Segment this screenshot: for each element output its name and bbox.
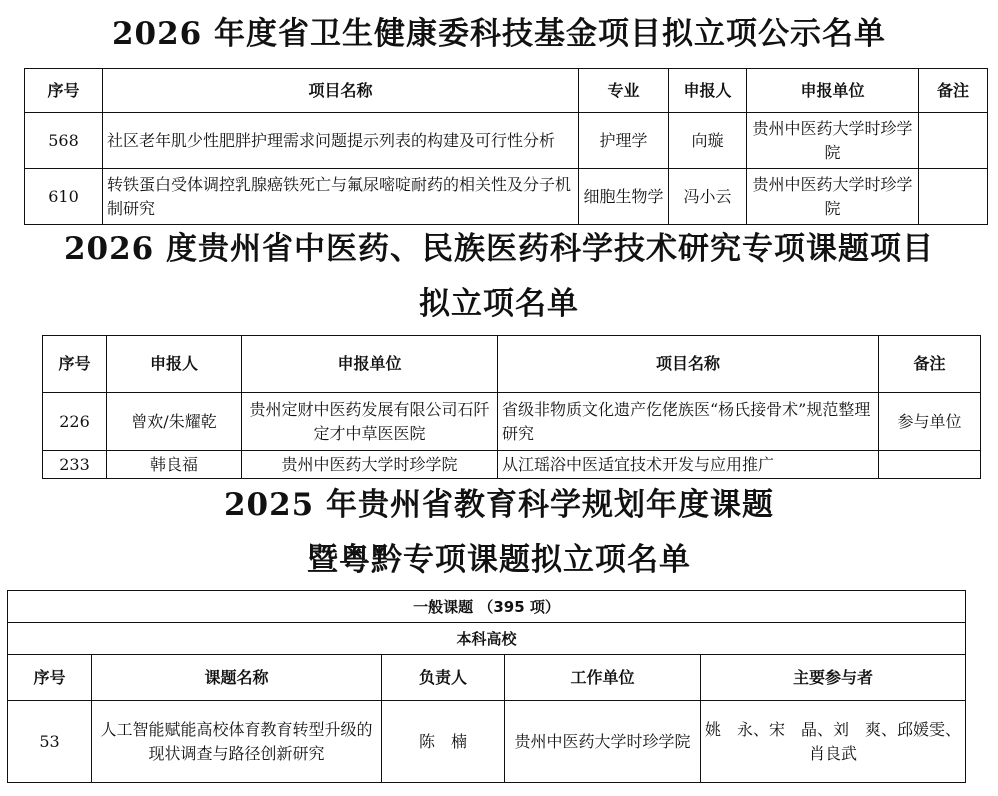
header-cell: 申报单位	[747, 69, 919, 113]
header-cell: 申报单位	[242, 336, 498, 393]
header-cell: 申报人	[107, 336, 242, 393]
row-number: 610	[25, 169, 103, 225]
header-cell: 申报人	[669, 69, 747, 113]
table-row	[25, 113, 988, 169]
header-cell: 专业	[579, 69, 669, 113]
header-cell: 序号	[8, 655, 92, 701]
major: 细胞生物学	[579, 169, 669, 225]
applicant-unit: 贵州中医药大学时珍学院	[242, 451, 498, 479]
topic-name: 人工智能赋能高校体育教育转型升级的现状调查与路径创新研究	[92, 701, 382, 783]
header-cell: 备注	[879, 336, 981, 393]
subcategory-label: 本科高校	[8, 623, 966, 655]
section3-title-line2: 暨粤黔专项课题拟立项名单	[307, 542, 691, 578]
section3-table	[7, 590, 966, 783]
section2-table	[42, 335, 981, 479]
section1-table	[24, 68, 988, 225]
header-cell: 负责人	[382, 655, 505, 701]
applicant-unit: 贵州中医药大学时珍学院	[747, 113, 919, 169]
project-name: 社区老年肌少性肥胖护理需求问题提示列表的构建及可行性分析	[103, 113, 579, 169]
applicant: 曾欢/朱耀乾	[107, 393, 242, 451]
header-cell: 工作单位	[505, 655, 701, 701]
applicant: 冯小云	[669, 169, 747, 225]
header-cell: 课题名称	[92, 655, 382, 701]
table-row	[43, 451, 981, 479]
work-unit: 贵州中医药大学时珍学院	[505, 701, 701, 783]
header-cell: 主要参与者	[701, 655, 966, 701]
table-row	[8, 701, 966, 783]
note	[919, 113, 988, 169]
table-header-row	[8, 655, 966, 701]
table-header-row	[43, 336, 981, 393]
leader: 陈 楠	[382, 701, 505, 783]
header-cell: 备注	[919, 69, 988, 113]
note: 参与单位	[879, 393, 981, 451]
project-name: 省级非物质文化遗产仡佬族医“杨氏接骨术”规范整理研究	[498, 393, 879, 451]
applicant: 向璇	[669, 113, 747, 169]
table-row	[43, 393, 981, 451]
subcategory-row	[8, 623, 966, 655]
section3-title-line1: 2025 年贵州省教育科学规划年度课题	[223, 487, 775, 523]
applicant-unit: 贵州定财中医药发展有限公司石阡定才中草医医院	[242, 393, 498, 451]
row-number: 568	[25, 113, 103, 169]
section2-title-line2: 拟立项名单	[419, 286, 579, 322]
category-label: 一般课题 （395 项）	[8, 591, 966, 623]
table-header-row	[25, 69, 988, 113]
row-number: 233	[43, 451, 107, 479]
header-cell: 项目名称	[498, 336, 879, 393]
project-name: 从江瑶浴中医适宜技术开发与应用推广	[498, 451, 879, 479]
note	[919, 169, 988, 225]
participants: 姚 永、宋 晶、刘 爽、邱媛雯、肖良武	[701, 701, 966, 783]
header-cell: 序号	[43, 336, 107, 393]
row-number: 53	[8, 701, 92, 783]
applicant: 韩良福	[107, 451, 242, 479]
header-cell: 序号	[25, 69, 103, 113]
applicant-unit: 贵州中医药大学时珍学院	[747, 169, 919, 225]
major: 护理学	[579, 113, 669, 169]
category-row	[8, 591, 966, 623]
table-row	[25, 169, 988, 225]
row-number: 226	[43, 393, 107, 451]
section1-title: 2026 年度省卫生健康委科技基金项目拟立项公示名单	[111, 16, 887, 52]
note	[879, 451, 981, 479]
project-name: 转铁蛋白受体调控乳腺癌铁死亡与氟尿嘧啶耐药的相关性及分子机制研究	[103, 169, 579, 225]
header-cell: 项目名称	[103, 69, 579, 113]
section2-title-line1: 2026 度贵州省中医药、民族医药科学技术研究专项课题项目	[63, 231, 935, 267]
